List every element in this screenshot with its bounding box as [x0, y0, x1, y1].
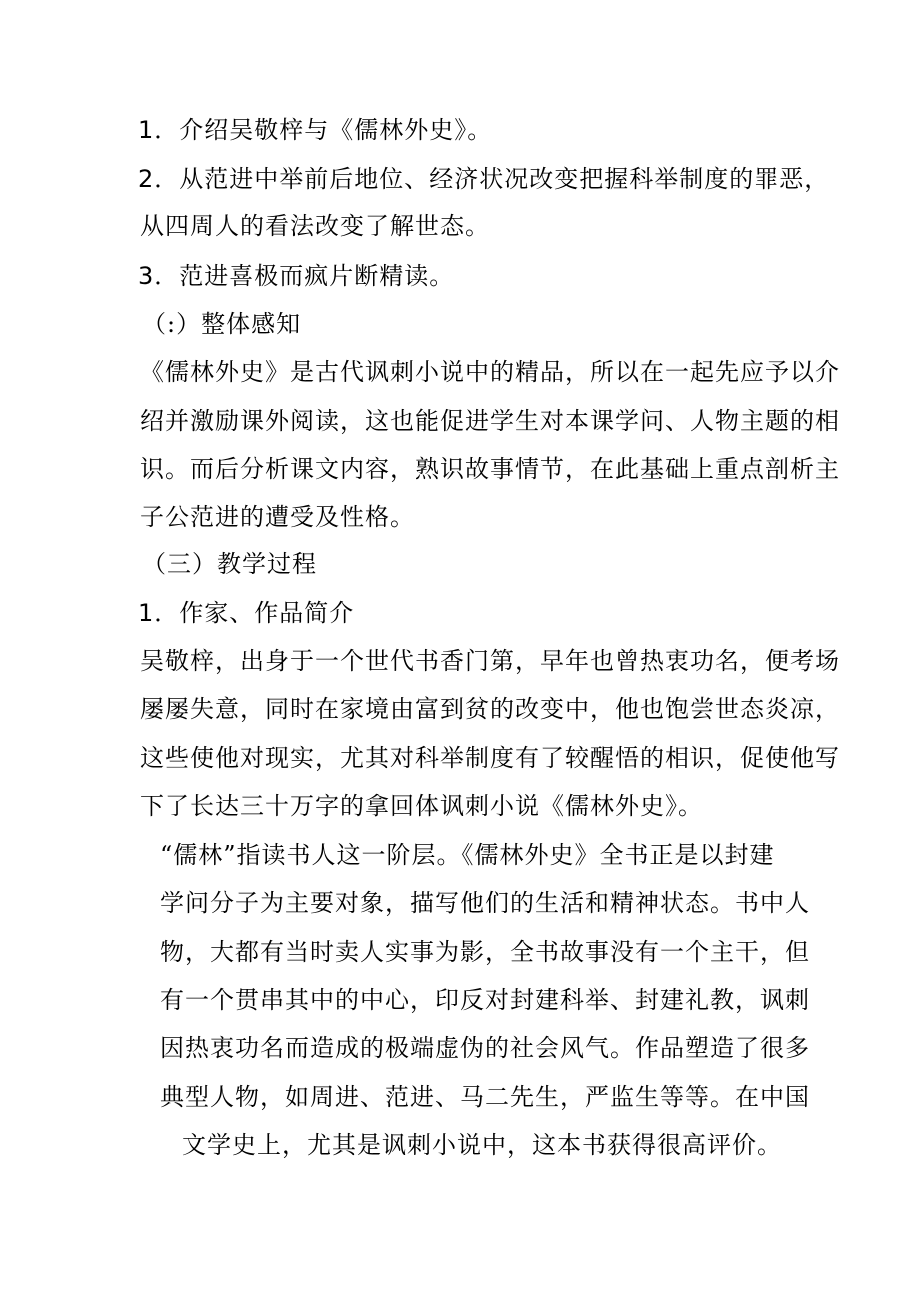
paragraph-line: 屡屡失意，同时在家境由富到贫的改变中，他也饱尝世态炎凉， — [140, 695, 840, 723]
list-item-2-continuation: 从四周人的看法改变了解世态。 — [140, 212, 490, 240]
paragraph-line: 因热衷功名而造成的极端虚伪的社会风气。作品塑造了很多 — [160, 1034, 810, 1062]
paragraph-line: 文学史上，尤其是讽刺小说中，这本书获得很高评价。 — [182, 1131, 782, 1159]
section-heading-overall: （:）整体感知 — [142, 310, 302, 338]
paragraph-line: 有一个贯串其中的中心，印反对封建科举、封建礼教，讽刺 — [160, 986, 810, 1014]
paragraph-line: 子公范进的遭受及性格。 — [140, 503, 415, 531]
paragraph-line: 下了长达三十万字的拿回体讽刺小说《儒林外史》。 — [140, 792, 703, 820]
paragraph-line: 这些使他对现实，尤其对科举制度有了较醒悟的相识，促使他写 — [140, 744, 840, 772]
list-item-1: 1．介绍吴敬梓与《儒林外史》。 — [138, 116, 493, 144]
list-item-3: 3．范进喜极而疯片断精读。 — [138, 262, 455, 290]
paragraph-line: 学问分子为主要对象，描写他们的生活和精神状态。书中人 — [160, 889, 810, 917]
paragraph-line: 典型人物，如周进、范进、马二先生，严监生等等。在中国 — [160, 1083, 810, 1111]
paragraph-line: 物，大都有当时卖人实事为影，全书故事没有一个主干，但 — [160, 938, 810, 966]
list-item-2: 2．从范进中举前后地位、经济状况改变把握科举制度的罪恶， — [138, 165, 830, 193]
subheading-author-intro: 1．作家、作品简介 — [138, 599, 355, 627]
paragraph-line: 识。而后分析课文内容，熟识故事情节，在此基础上重点剖析主 — [140, 455, 840, 483]
paragraph-line: 吴敬梓，出身于一个世代书香门第，早年也曾热衷功名，便考场 — [140, 647, 840, 675]
section-heading-teaching-process: （三）教学过程 — [142, 550, 317, 578]
paragraph-line: 《儒林外史》是古代讽刺小说中的精品，所以在一起先应予以介 — [140, 358, 840, 386]
paragraph-line: “儒林”指读书人这一阶层。《儒林外史》全书正是以封建 — [160, 841, 775, 869]
paragraph-line: 绍并激励课外阅读，这也能促进学生对本课学问、人物主题的相 — [140, 407, 840, 435]
